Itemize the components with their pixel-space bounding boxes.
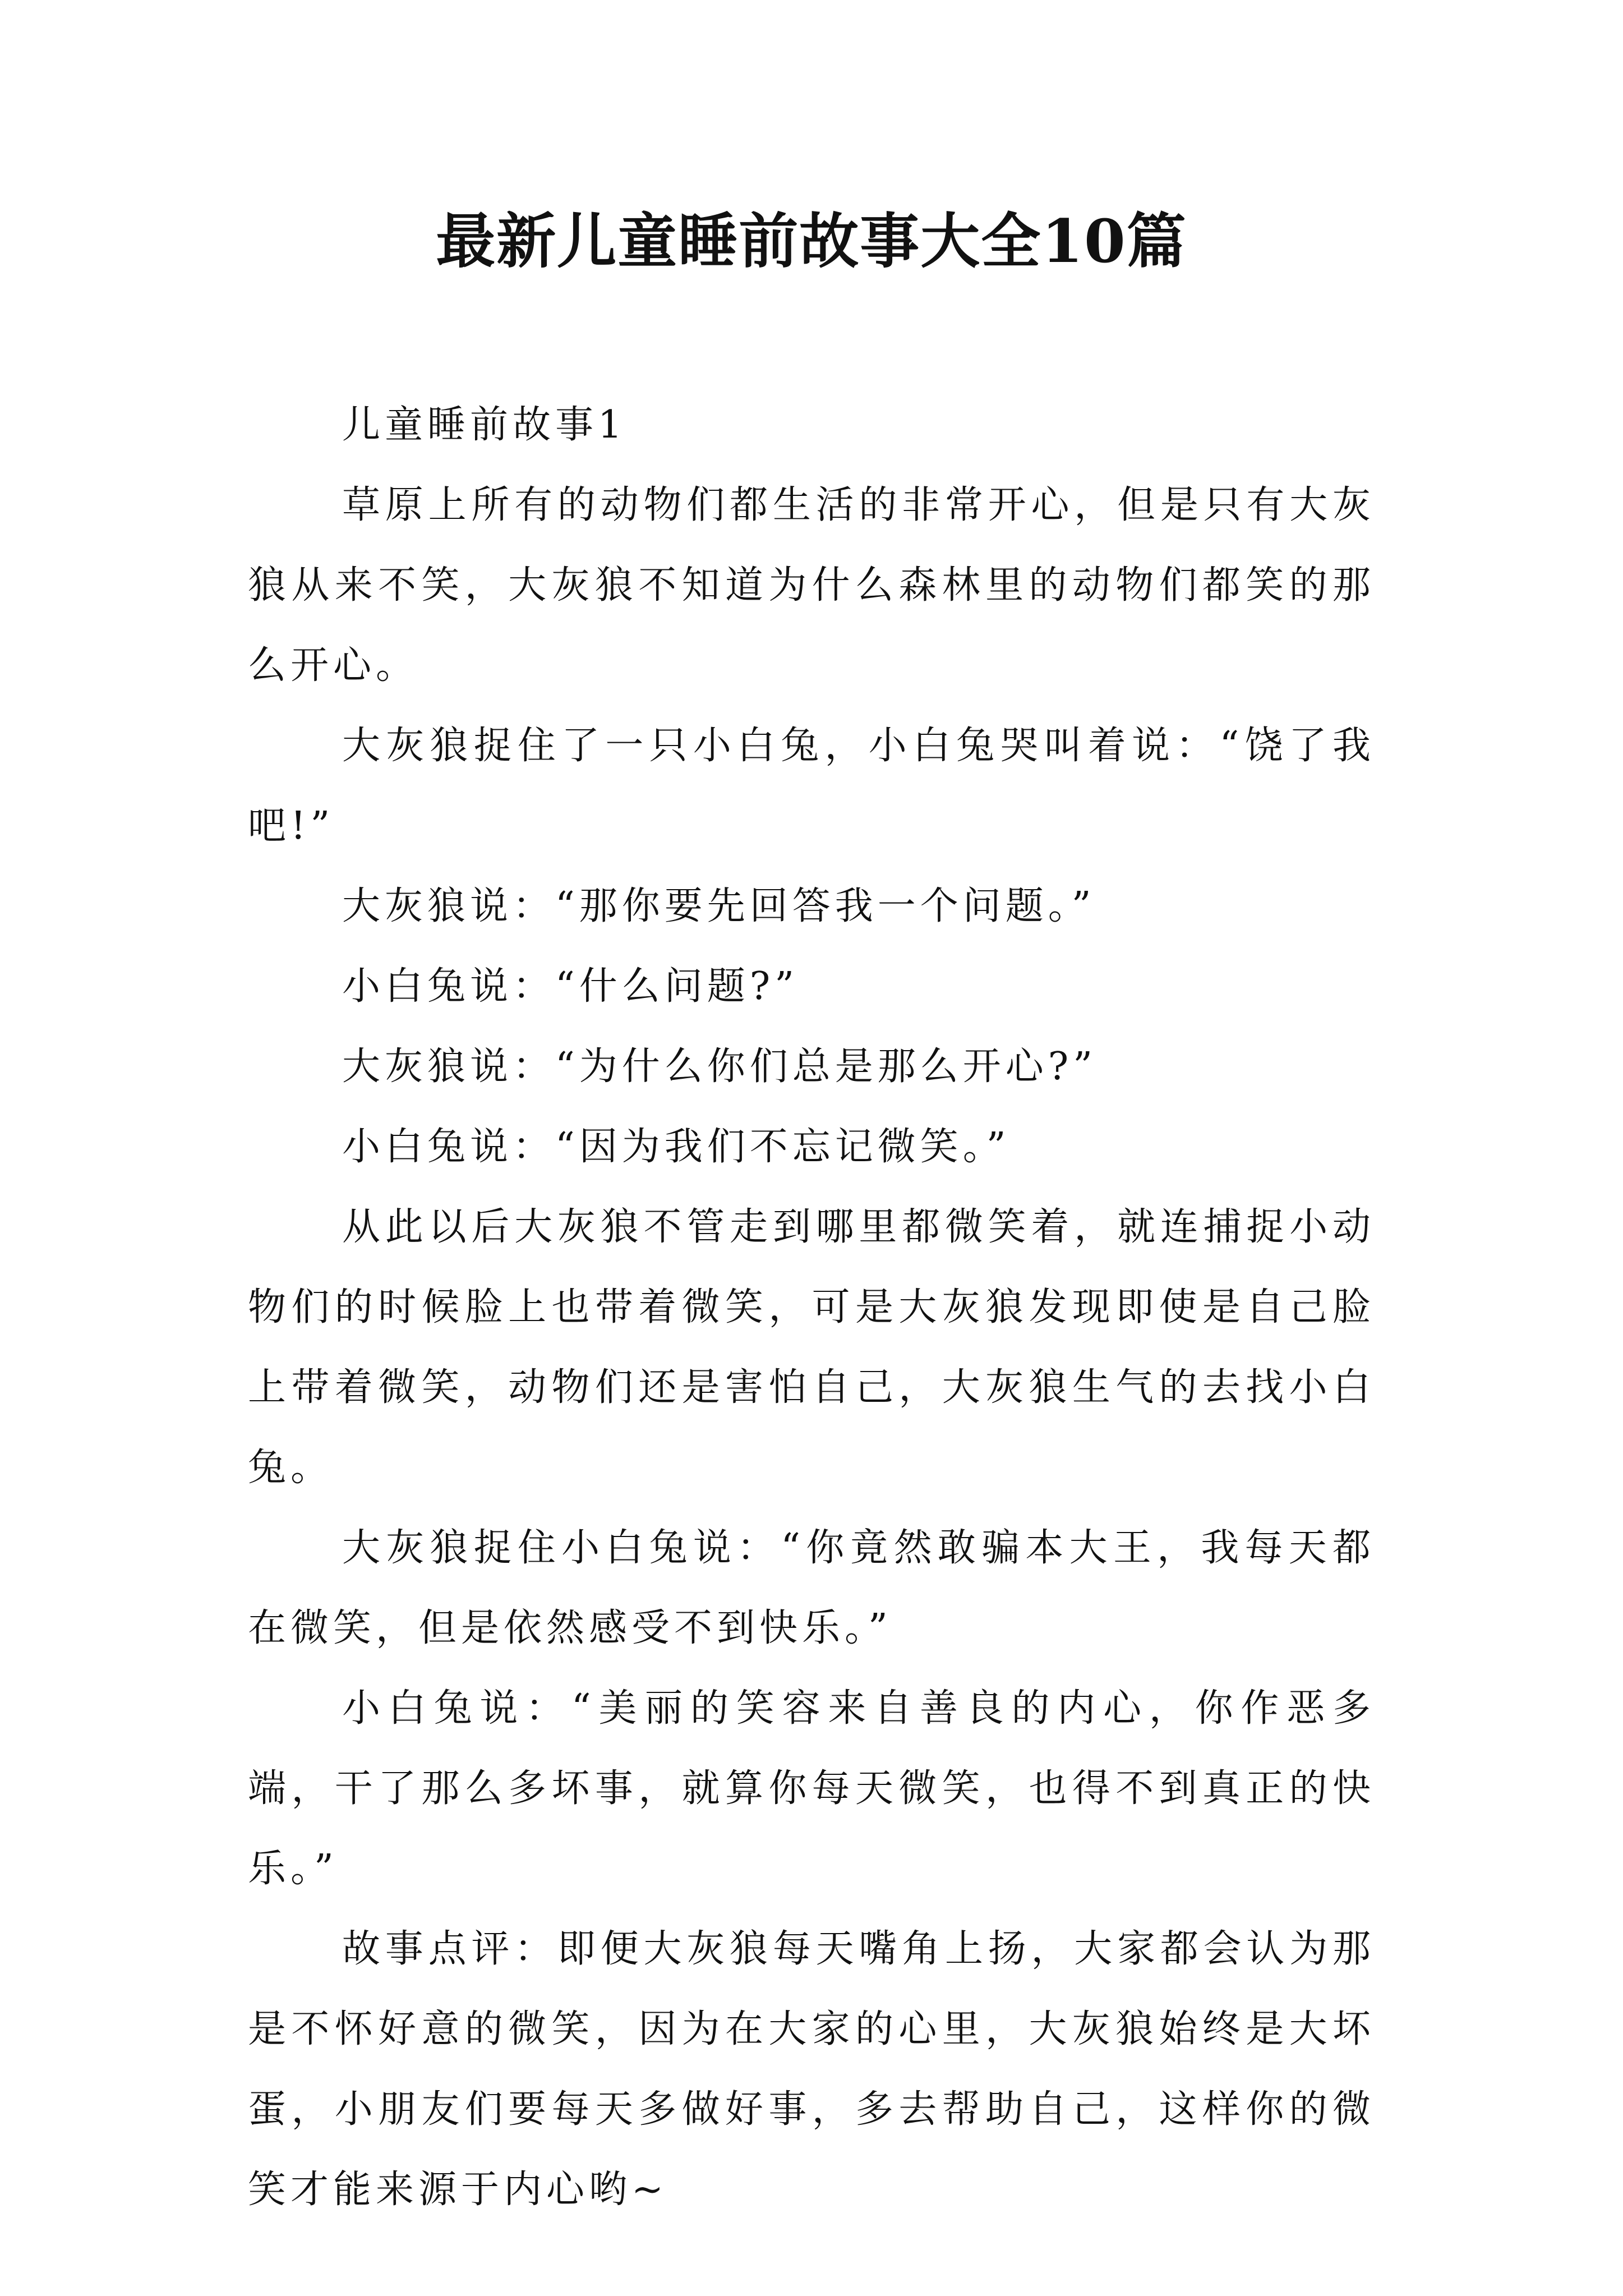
story-commentary: 故事点评：即便大灰狼每天嘴角上扬，大家都会认为那是不怀好意的微笑，因为在大家的心里，大灰狼始终是大坏蛋，小朋友们要每天多做好事，多去帮助自己，这样你的微笑才能来源于内心哟~ — [248, 1927, 1375, 2212]
story-paragraph: 小白兔说：“什么问题?” — [342, 964, 799, 1009]
story-paragraph: 大灰狼捉住小白兔说：“你竟然敢骗本大王，我每天都在微笑，但是依然感受不到快乐。” — [248, 1526, 1375, 1650]
story-heading: 儿童睡前故事1 — [342, 403, 627, 447]
story-paragraph: 小白兔说：“因为我们不忘记微笑。” — [342, 1125, 1011, 1169]
story-paragraph: 大灰狼捉住了一只小白兔，小白兔哭叫着说：“饶了我吧!” — [248, 724, 1375, 848]
story-paragraph: 小白兔说：“美丽的笑容来自善良的内心，你作恶多端，干了那么多坏事，就算你每天微笑，也得不到真正的快乐。” — [248, 1686, 1375, 1891]
story-body — [248, 385, 1375, 2230]
story-paragraph: 大灰狼说：“那你要先回答我一个问题。” — [342, 884, 1096, 928]
story-paragraph: 草原上所有的动物们都生活的非常开心，但是只有大灰狼从来不笑，大灰狼不知道为什么森林里的动物们都笑的那么开心。 — [248, 483, 1375, 688]
document-title: 最新儿童睡前故事大全10篇 — [436, 206, 1187, 276]
story-paragraph: 从此以后大灰狼不管走到哪里都微笑着，就连捕捉小动物们的时候脸上也带着微笑，可是大灰狼发现即使是自己脸上带着微笑，动物们还是害怕自己，大灰狼生气的去找小白兔。 — [248, 1205, 1375, 1490]
story-paragraph: 大灰狼说：“为什么你们总是那么开心?” — [342, 1045, 1097, 1089]
